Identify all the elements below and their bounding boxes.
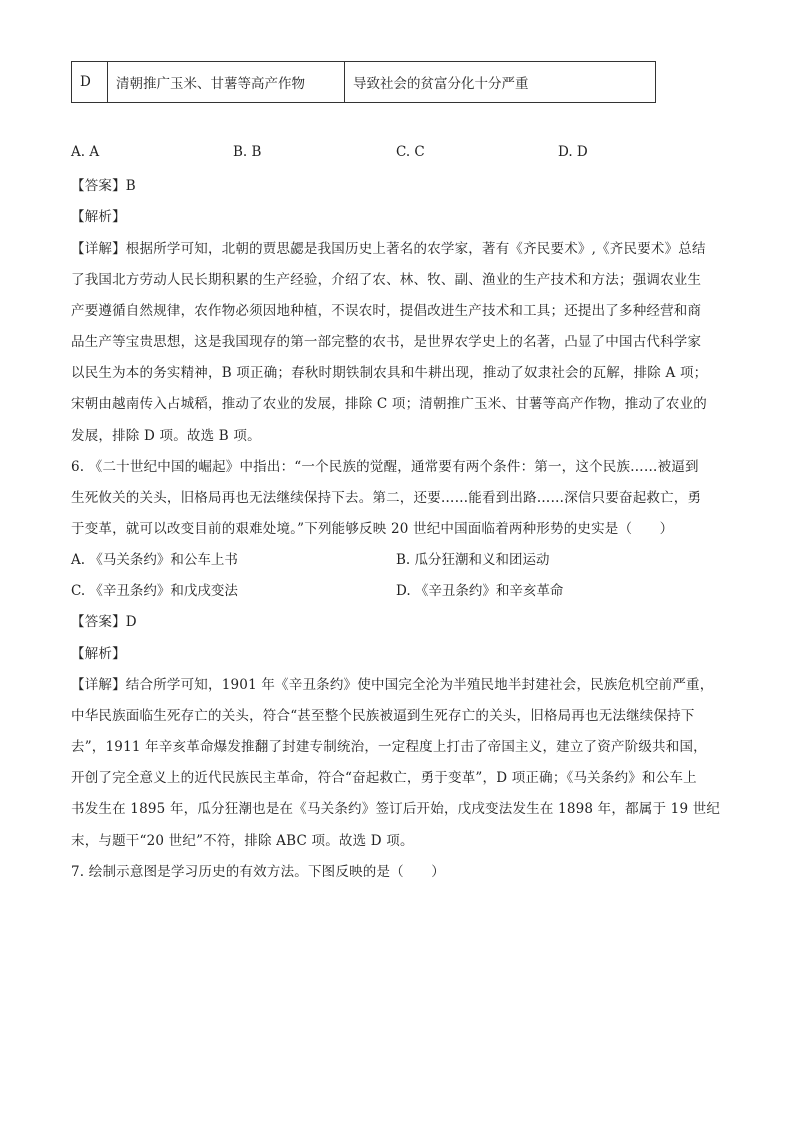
options-table [71, 61, 656, 103]
q6-detail-line: 书发生在 1895 年，瓜分狂潮也是在《马关条约》签订后开始，戊戌变法发生在 1898 年，都属于 19 世纪 [71, 801, 721, 817]
q6-option-d: D. 《辛丑条约》和辛亥革命 [396, 583, 564, 599]
q5-option-c: C. C [396, 144, 425, 160]
event-cell: 清朝推广玉米、甘薯等高产作物 [108, 62, 345, 103]
q5-detail-line: 了我国北方劳动人民长期积累的生产经验，介绍了农、林、牧、副、渔业的生产技术和方法；强调农业生 [71, 272, 702, 288]
q5-detail-line: 品生产等宝贵思想，这是我国现存的第一部完整的农书，是世界农学史上的名著，凸显了中国古代科学家 [71, 334, 702, 350]
q6-detail-line: 去”，1911 年辛亥革命爆发推翻了封建专制统治，一定程度上打击了帝国主义，建立了资产阶级共和国， [71, 739, 707, 755]
q5-detail-line: 宋朝由越南传入占城稻，推动了农业的发展，排除 C 项；清朝推广玉米、甘薯等高产作物，推动了农业的 [71, 396, 708, 412]
q5-option-d: D. D [558, 144, 588, 160]
option-letter-cell: D [72, 62, 108, 103]
q6-stem-line: 于变革，就可以改变目前的艰难处境。”下列能够反映 20 世纪中国面临着两种形势的史实是（ ） [71, 521, 674, 537]
q6-detail-line: 中华民族面临生死存亡的关头，符合“甚至整个民族被逼到生死存亡的关头，旧格局再也无法继续保持下 [71, 708, 695, 724]
table-row [72, 62, 656, 103]
q6-stem-line: 6. 《二十世纪中国的崛起》中指出：“一个民族的觉醒，通常要有两个条件：第一，这个民族……被逼到 [71, 459, 699, 475]
q5-detail-line: 以民生为本的务实精神，B 项正确；春秋时期铁制农具和牛耕出现，推动了奴隶社会的瓦解，排除 A 项； [71, 365, 708, 381]
q5-detail-line: 发展，排除 D 项。故选 B 项。 [71, 428, 261, 444]
q6-analysis-label: 【解析】 [71, 646, 126, 662]
q6-stem-line: 生死攸关的关头，旧格局再也无法继续保持下去。第二，还要……能看到出路……深信只要奋起救亡，勇 [71, 490, 702, 506]
q7-stem: 7. 绘制示意图是学习历史的有效方法。下图反映的是（ ） [71, 864, 445, 880]
q5-option-a: A. A [71, 144, 100, 160]
q6-option-b: B. 瓜分狂潮和义和团运动 [396, 552, 550, 568]
result-cell: 导致社会的贫富分化十分严重 [345, 62, 656, 103]
q6-option-a: A. 《马关条约》和公车上书 [71, 552, 238, 568]
q6-answer: 【答案】D [71, 614, 137, 630]
q5-answer: 【答案】B [71, 178, 136, 194]
q5-detail-line: 【详解】根据所学可知，北朝的贾思勰是我国历史上著名的农学家，著有《齐民要术》,《齐民要术》总结 [71, 241, 706, 257]
q6-detail-line: 【详解】结合所学可知，1901 年《辛丑条约》使中国完全沦为半殖民地半封建社会，民族危机空前严重， [71, 677, 714, 693]
q5-analysis-label: 【解析】 [71, 209, 126, 225]
q5-detail-line: 产要遵循自然规律，农作物必须因地种植，不误农时，提倡改进生产技术和工具；还提出了多种经营和商 [71, 303, 702, 319]
q6-detail-line: 末，与题干“20 世纪”不符，排除 ABC 项。故选 D 项。 [71, 833, 414, 849]
q5-option-b: B. B [233, 144, 262, 160]
q6-detail-line: 开创了完全意义上的近代民族民主革命，符合“奋起救亡，勇于变革”，D 项正确；《马关条约》和公车上 [71, 770, 697, 786]
q6-option-c: C. 《辛丑条约》和戊戌变法 [71, 583, 238, 599]
